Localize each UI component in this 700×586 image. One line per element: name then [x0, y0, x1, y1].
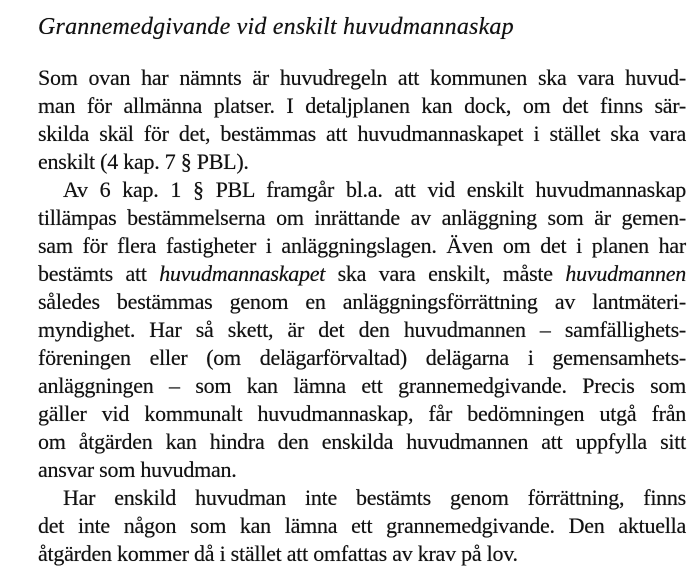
text-line: [38, 148, 686, 176]
text-line: [38, 120, 686, 148]
text-line: [38, 260, 686, 288]
text-line: [38, 400, 686, 428]
text-line: [38, 176, 686, 204]
paragraph: [38, 484, 686, 568]
text-segment: ska vara enskilt, måste: [325, 261, 566, 286]
text-segment: skilda skäl för det, bestämmas att huvudmannaskapet i stället ska vara: [38, 121, 686, 146]
text-segment: ansvar som huvudman.: [38, 457, 237, 482]
text-segment: det inte någon som kan lämna ett grannemedgivande. Den aktuella: [38, 513, 686, 538]
text-segment: tillämpas bestämmelserna om inrättande av anläggning som är gemen-: [38, 205, 686, 230]
text-line: [38, 512, 686, 540]
text-segment-italic: huvudmannen: [565, 261, 686, 286]
text-line: [38, 428, 686, 456]
paragraph: [38, 176, 686, 484]
text-segment: Har enskild huvudman inte bestämts genom förrättning, finns: [63, 485, 686, 510]
text-line: [38, 372, 686, 400]
text-line: [38, 456, 686, 484]
text-line: [38, 204, 686, 232]
paragraph: [38, 64, 686, 176]
text-segment: bestämts att: [38, 261, 160, 286]
text-segment: enskilt (4 kap. 7 § PBL).: [38, 149, 249, 174]
text-segment: anläggningen – som kan lämna ett grannemedgivande. Precis som: [38, 373, 686, 398]
text-segment: gäller vid kommunalt huvudmannaskap, får bedömningen utgå från: [38, 401, 686, 426]
text-segment: myndighet. Har så skett, är det den huvudmannen – samfällighets-: [38, 317, 686, 342]
text-line: [38, 288, 686, 316]
text-segment: Som ovan har nämnts är huvudregeln att kommunen ska vara huvud-: [38, 65, 686, 90]
text-segment: Av 6 kap. 1 § PBL framgår bl.a. att vid enskilt huvudmannaskap: [63, 177, 686, 202]
section-heading: Grannemedgivande vid enskilt huvudmannaskap: [38, 14, 514, 40]
text-line: [38, 232, 686, 260]
text-line: [38, 484, 686, 512]
text-line: [38, 540, 686, 568]
text-line: [38, 344, 686, 372]
text-segment: sam för flera fastigheter i anläggningslagen. Även om det i planen har: [38, 233, 686, 258]
text-line: [38, 316, 686, 344]
text-segment: således bestämmas genom en anläggningsförrättning av lantmäteri-: [38, 289, 686, 314]
text-line: [38, 92, 686, 120]
text-segment-italic: huvudmannaskapet: [159, 261, 326, 286]
document-body: [38, 64, 686, 568]
text-line: [38, 64, 686, 92]
text-segment: man för allmänna platser. I detaljplanen kan dock, om det finns sär-: [38, 93, 686, 118]
text-segment: föreningen eller (om delägarförvaltad) delägarna i gemensamhets-: [38, 345, 686, 370]
text-segment: om åtgärden kan hindra den enskilda huvudmannen att uppfylla sitt: [38, 429, 686, 454]
text-segment: åtgärden kommer då i stället att omfattas av krav på lov.: [38, 541, 518, 566]
